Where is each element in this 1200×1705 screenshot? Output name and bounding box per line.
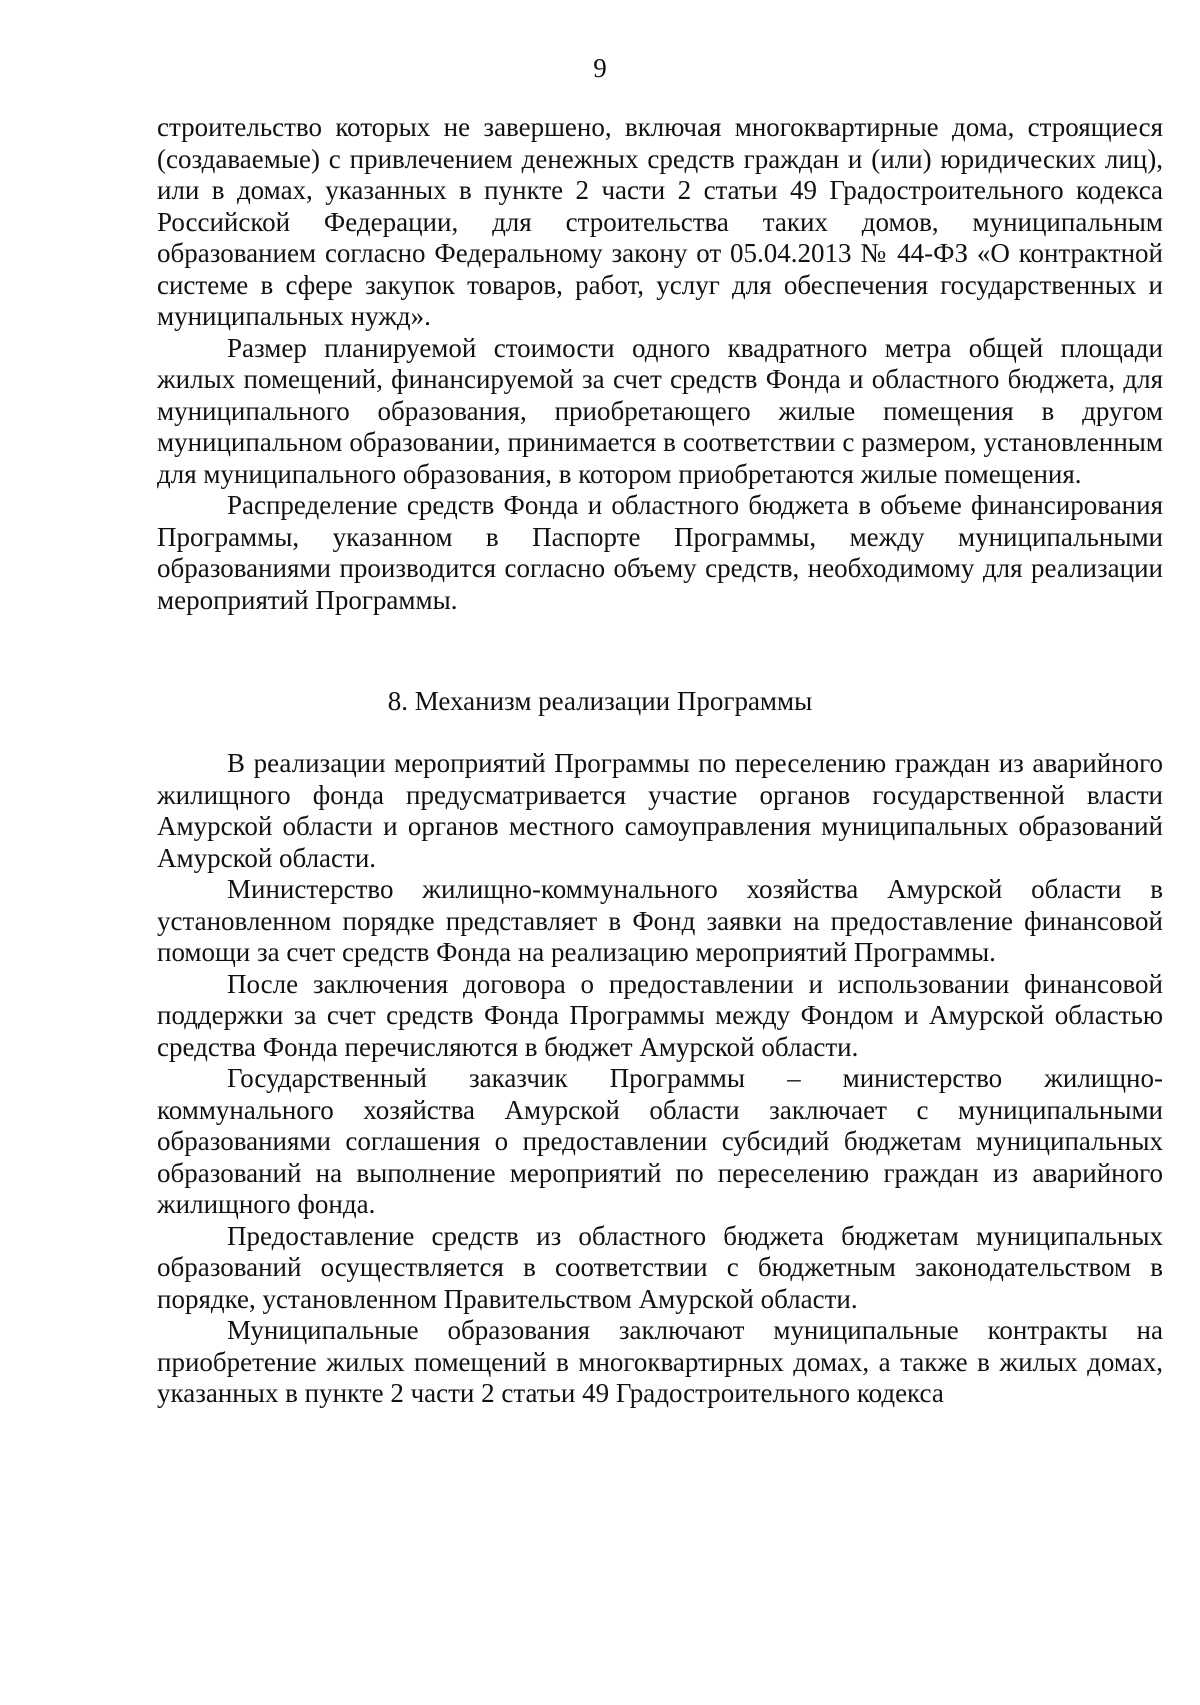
paragraph-funds-distribution: Распределение средств Фонда и областного бюджета в объеме финансирования Программы, указанном в Паспорте Программы, между муниципальными образованиями производится согласно объему средств, необходимому для реализации мероприятий Программы. <box>157 490 1163 615</box>
body-text-top <box>157 112 1163 616</box>
paragraph-municipal-contracts: Муниципальные образования заключают муниципальные контракты на приобретение жилых помещений в многоквартирных домах, а также в жилых домах, указанных в пункте 2 части 2 статьи 49 Градостроительного кодекса <box>157 1315 1163 1408</box>
paragraph-ministry-applications: Министерство жилищно-коммунального хозяйства Амурской области в установленном порядке представляет в Фонд заявки на предоставление финансовой помощи за счет средств Фонда на реализацию мероприятий Программы. <box>157 874 1163 967</box>
page-number: 9 <box>593 53 607 83</box>
paragraph-cost-per-meter: Размер планируемой стоимости одного квадратного метра общей площади жилых помещений, финансируемой за счет средств Фонда и областного бюджета, для муниципального образования, приобретающего жилые помещения в другом муниципальном образовании, принимается в соответствии с размером, установленным для муниципального образования, в котором приобретаются жилые помещения. <box>157 332 1163 489</box>
paragraph-budget-provision: Предоставление средств из областного бюджета бюджетам муниципальных образований осуществляется в соответствии с бюджетным законодательством в порядке, установленном Правительством Амурской области. <box>157 1220 1163 1314</box>
body-text-bottom <box>157 748 1163 1410</box>
paragraph-participation: В реализации мероприятий Программы по переселению граждан из аварийного жилищного фонда предусматривается участие органов государственной власти Амурской области и органов местного самоуправления муниципальных образований Амурской области. <box>157 748 1163 873</box>
paragraph-state-customer: Государственный заказчик Программы – министерство жилищно-коммунального хозяйства Амурской области заключает с муниципальными образованиями соглашения о предоставлении субсидий бюджетам муниципальных образований на выполнение мероприятий по переселению граждан из аварийного жилищного фонда. <box>157 1063 1163 1219</box>
paragraph-fund-transfer: После заключения договора о предоставлении и использовании финансовой поддержки за счет средств Фонда Программы между Фондом и Амурской областью средства Фонда перечисляются в бюджет Амурской области. <box>157 968 1163 1062</box>
section-heading: 8. Механизм реализации Программы <box>387 686 813 716</box>
paragraph-continuation: строительство которых не завершено, включая многоквартирные дома, строящиеся (создаваемые) с привлечением денежных средств граждан и (или) юридических лиц), или в домах, указанных в пункте 2 части 2 статьи 49 Градостроительного кодекса Российской Федерации, для строительства таких домов, муниципальным образованием согласно Федеральному закону от 05.04.2013 № 44-ФЗ «О контрактной системе в сфере закупок товаров, работ, услуг для обеспечения государственных и муниципальных нужд». <box>157 112 1163 331</box>
